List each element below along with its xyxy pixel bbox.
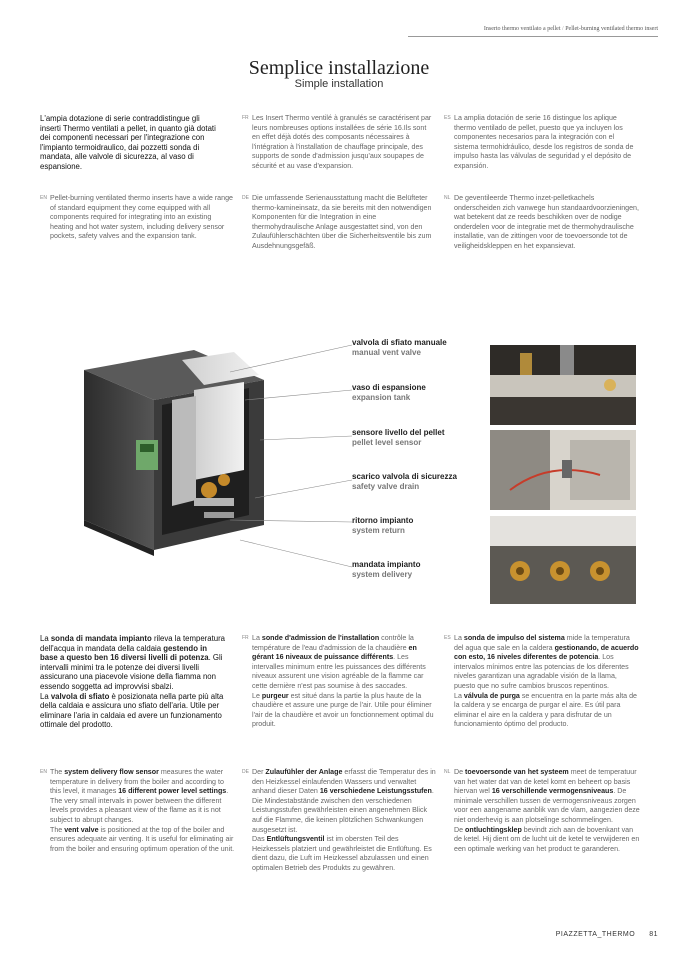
emphasis: gestendo in base a questo ben 16 diversi livelli di potenza xyxy=(40,643,209,663)
header-en: Pellet-burning ventilated thermo insert xyxy=(565,26,658,32)
callout-system-return xyxy=(352,516,413,536)
lang-tag: FR xyxy=(242,635,249,641)
text: mide la temperatura del agua que sale en la caldera xyxy=(454,634,630,652)
header-separator: / xyxy=(560,26,566,32)
emphasis: sonde d'admission de l'installation xyxy=(261,634,380,642)
text: De xyxy=(454,768,466,776)
callout-en: system return xyxy=(352,526,405,535)
photo-vent-valve xyxy=(490,345,636,425)
photo-pellet-sensor xyxy=(490,430,636,510)
detail-nl xyxy=(444,768,640,854)
emphasis: Zulaufühler der Anlage xyxy=(265,768,343,776)
emphasis: sonda de impulso del sistema xyxy=(463,634,565,642)
text: The xyxy=(50,825,65,834)
text: ist im obersten Teil des Heizkessels platziert und gewährleistet die Entlüftung. Es dient dazu, die Luft im Heizkessel abzulassen und einen optimalen Betrieb des Produkts zu gewähren. xyxy=(252,835,432,872)
intro-it: L'ampia dotazione di serie contraddistingue gli inserti Thermo ventilati a pellet, in quanto già dotati dei componenti necessari per l'integrazione con l'impianto termoidraulico, dai pozzetti sonda di mandata, alle valvole di sicurezza, al vaso di espansione. xyxy=(40,114,216,171)
callout-it: ritorno impianto xyxy=(352,516,414,525)
detail-fr xyxy=(242,634,438,730)
text: . Die Mindestabstände zwischen den verschiedenen Leistungsstufen gewährleisten einen angenehmen Blick auf die Flamme, die keinen plötzlichen Schwankungen ausgesetzt ist. xyxy=(252,787,434,834)
emphasis: sonda di mandata impianto xyxy=(50,634,152,643)
text: . Gli intervalli minimi tra le potenze dei diversi livelli assicurano una piacevole visione della fiamma non essendo soggetta ad improvvisi sbalzi. xyxy=(40,653,223,691)
lang-tag: ES xyxy=(444,115,451,121)
callout-it: sensore livello del pellet xyxy=(352,428,445,437)
emphasis: gestionando, de acuerdo con esto, 16 niveles diferentes de potencia xyxy=(454,643,639,662)
text: contrôle la température de l'eau d'admission de la chaudière xyxy=(252,634,414,652)
text: Le xyxy=(252,691,262,700)
text: erfasst die Temperatur des in den Heizkessel einlaufenden Wassers und verwaltet anhand dieser Daten xyxy=(252,768,436,796)
emphasis: Entlüftungsventil xyxy=(266,835,325,844)
emphasis: toevoersonde van het systeem xyxy=(465,768,569,776)
page-subtitle: Simple installation xyxy=(294,78,384,90)
emphasis: 16 verschiedene Leistungsstufen xyxy=(319,787,432,796)
intro-de: Die umfassende Serienausstattung macht die Belüfteter thermo-kamineinsatz, da sie bereits mit den notwendigen Komponenten für die Integration in eine thermohydraulische Anlage ausgestattet sind, von den Zulaufühlerschächten über die Sicherheitsventile bis zum Ausdehnungsgefäß. xyxy=(252,194,432,250)
callout-en: expansion tank xyxy=(352,393,411,402)
text: De xyxy=(454,825,466,834)
callout-en: pellet level sensor xyxy=(352,438,422,447)
callout-pellet-level-sensor xyxy=(352,428,444,448)
text: rileva la temperatura dell'acqua in mandata della caldaia xyxy=(40,634,226,653)
callout-it: valvola di sfiato manuale xyxy=(352,338,447,347)
intro-en: Pellet-burning ventilated thermo inserts have a wide range of standard equipment they come equipped with all components required for integrating into an existing heating and hot water system, including delivery sensor pockets, safety valves and the expansion tank. xyxy=(50,194,233,241)
emphasis: ontluchtingsklep xyxy=(465,825,522,834)
page-title: Semplice installazione xyxy=(248,57,430,79)
text: The xyxy=(50,768,65,776)
text: se encuentra en la parte más alta de la caldera y se encarga de purgar el aire. Es útil para eliminar el aire en la caldera y para disfrutar de un funcionamiento óptimo del producto. xyxy=(454,691,637,729)
text: La xyxy=(454,634,464,642)
lang-tag: NL xyxy=(444,769,451,775)
text: est situé dans la partie la plus haute de la chaudière et assure une purge de l'air. Utile pour éliminer l'air de la chaudière et avoir un fonctionnement optimal du produit. xyxy=(252,691,434,729)
lang-tag: NL xyxy=(444,195,451,201)
callout-it: mandata impianto xyxy=(352,560,421,569)
text: La xyxy=(40,691,51,701)
callout-manual-vent-valve xyxy=(352,338,447,358)
text: is positioned at the top of the boiler and ensures adequate air venting. It is useful for eliminating air from the boiler and ensuring optimum operation of the unit. xyxy=(50,825,235,853)
text: è posizionata nella parte più alta della caldaia e assicura uno sfiato dell'aria. Utile per eliminare l'aria in caldaia ed avere un funzionamento ottimale del prodotto. xyxy=(40,691,224,730)
callout-expansion-tank xyxy=(352,383,426,403)
text: . De minimale verschillen tussen de vermogensniveaus zorgen voor een aangename aanblik van de vlam, aangezien deze niet onderhevig is aan plotselinge schommelingen. xyxy=(454,787,640,824)
page-number: 81 xyxy=(649,931,658,938)
callout-en: safety valve drain xyxy=(352,482,420,491)
text: . Les intervalles minimum entre les puissances des différents niveaux assurent une vision agréable de la flamme car cette dernière n'est pas soumise à des saccades. xyxy=(252,653,426,690)
intro-es: La amplia dotación de serie 16 distingue los aplique thermo ventilado de pellet, puesto que ya incluyen los componentes necesarios para la integración con el sistema termohidráulico, desde los registros de sonda de impulso hasta las válvulas de seguridad y el depósito de expansión. xyxy=(454,114,634,170)
detail-en xyxy=(40,768,236,854)
text: La xyxy=(454,691,464,700)
callout-it: scarico valvola di sicurezza xyxy=(352,472,457,481)
text: measures the water temperature in delivery from the boiler and according to this level, it manages xyxy=(50,768,224,796)
text: . Los intervalos mínimos entre las potencias de los diferentes niveles garantizan una agradable visión de la llama, puesto que no sufre cambios bruscos repentinos. xyxy=(454,653,629,690)
text: Der xyxy=(252,768,266,776)
header-it: Inserto thermo ventilato a pellet xyxy=(483,26,561,32)
text: meet de temperatuur van het water dat van de ketel komt en beheert op basis hiervan wel xyxy=(454,768,637,796)
intro-nl: De geventileerde Thermo inzet-pelletkachels onderscheiden zich vanwege hun standaardvoorzieningen, wat betekent dat ze reeds beschikken over de nodige onderdelen voor de integratie met de thermohydraulische installatie, van de zittingen voor de toevoersonde tot de veiligheidskleppen en het expansievat. xyxy=(454,194,639,250)
photo-return-delivery-pipes xyxy=(490,516,636,604)
detail-es xyxy=(444,634,640,730)
callout-it: vaso di espansione xyxy=(352,383,426,392)
lang-tag: DE xyxy=(242,195,249,201)
emphasis: válvula de purga xyxy=(463,691,520,700)
text: La xyxy=(40,634,51,643)
text: La xyxy=(252,634,262,642)
lang-tag: EN xyxy=(40,769,47,775)
detail-it xyxy=(40,634,226,730)
text: bevindt zich aan de bovenkant van de ketel. Hij dient om de lucht uit de ketel te verwijderen en een optimale werking van het product te garanderen. xyxy=(454,825,640,853)
callout-en: manual vent valve xyxy=(352,348,421,357)
emphasis: en gérant 16 niveaux de puissance différents xyxy=(252,643,417,662)
callout-en: system delivery xyxy=(352,570,413,579)
lang-tag: EN xyxy=(40,195,47,201)
lang-tag: FR xyxy=(242,115,249,121)
detail-de xyxy=(242,768,438,874)
emphasis: vent valve xyxy=(64,825,99,834)
text: . The very small intervals in power between the different levels provides a pleasant view of the flame as it is not subject to abrupt changes. xyxy=(50,787,229,824)
callout-safety-valve-drain xyxy=(352,472,457,492)
text: Das xyxy=(252,835,267,844)
emphasis: system delivery flow sensor xyxy=(64,768,159,776)
emphasis: 16 verschillende vermogensniveaus xyxy=(491,787,614,796)
emphasis: valvola di sfiato xyxy=(50,691,110,701)
intro-fr: Les Insert Thermo ventilé à granulés se caractérisent par leurs nombreuses options installées de série 16.Ils sont en effet déjà dotés des composants nécessaires à l'intégration à l'installation de chauffage principale, des supports de sonde d'admission jusqu'aux soupapes de sécurité et au vase d'expansion. xyxy=(252,114,432,170)
callout-system-delivery xyxy=(352,560,420,580)
footer-brand: PIAZZETTA_THERMO xyxy=(555,931,636,938)
lang-tag: DE xyxy=(242,769,249,775)
page-footer xyxy=(556,931,658,938)
emphasis: purgeur xyxy=(261,691,289,700)
lang-tag: ES xyxy=(444,635,451,641)
emphasis: 16 different power level settings xyxy=(118,787,227,796)
